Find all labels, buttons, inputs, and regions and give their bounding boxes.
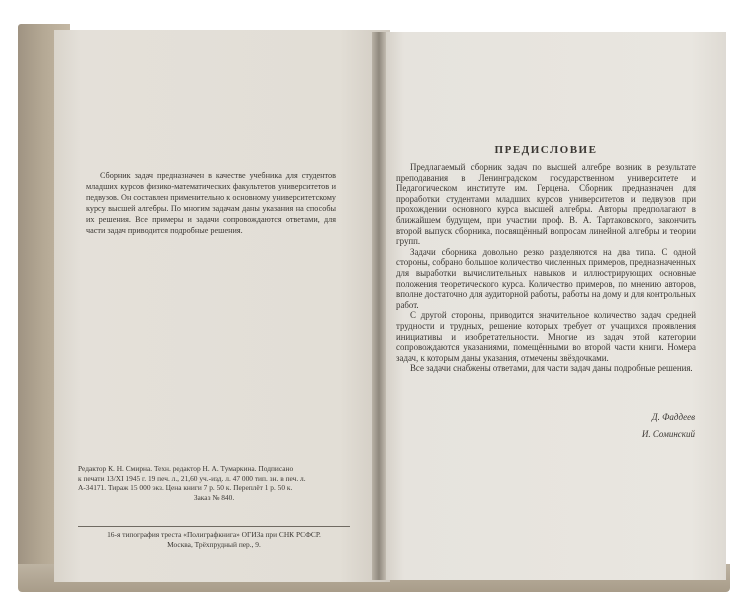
preface-paragraph: Все задачи снабжены ответами, для части задач даны подробные решения. <box>410 363 693 374</box>
imprint-line: Заказ № 840. <box>193 492 235 502</box>
preface-heading: ПРЕДИСЛОВИЕ <box>494 144 598 156</box>
signature-faddeev: Д. Фаддеев <box>651 412 695 422</box>
imprint-line: А-34171. Тираж 15 000 экз. Цена книги 7 р. 50 к. Переплёт 1 р. 50 к. <box>78 483 293 492</box>
preface-text <box>396 162 696 374</box>
printer-line: 16-я типография треста «Полиграфкнига» ОГИЗа при СНК РСФСР. <box>107 530 321 539</box>
preface-paragraph: Задачи сборника довольно резко разделяются на два типа. С одной стороны, собрано большое количество численных примеров, предназначенных для выработки вычислительных навыков и иллюстрирующих основные положения теоретического курса. Количество примеров, по мнению авторов, вполне достаточно для аудиторной работы, работы на дому и для контрольных работ. <box>396 246 696 310</box>
printer-line: Москва, Трёхпрудный пер., 9. <box>167 539 261 549</box>
preface-paragraph: Предлагаемый сборник задач по высшей алгебре возник в результате преподавания в Ленинградском государственном университете и Педагогическом институте им. Герцена. Сборник предназначен для проработки студентами младших курсов университетов и педвузов при прохождении основного курса высшей алгебры. Авторы предполагают в ближайшем будущем, при участии проф. В. А. Тартаковского, закончить второй выпуск сборника, посвящённый вопросам линейной алгебры и теории групп. <box>396 162 696 247</box>
book-gutter <box>372 32 386 580</box>
preface-paragraph: С другой стороны, приводится значительное количество задач средней трудности и трудных, решение которых требует от учащихся проявления инициативы и изобретательности. Многие из задач этой категории сопровождаются указаниями, помещёнными во второй части книги. Номера задач, к которым даны указания, отмечены звёздочками. <box>396 310 696 363</box>
signature-sominsky: И. Соминский <box>641 429 695 439</box>
imprint-line: Редактор К. Н. Смирна. Техн. редактор Н. А. Тумаркина. Подписано <box>78 464 294 473</box>
printer-block <box>78 530 350 549</box>
imprint-divider <box>78 526 350 527</box>
book-annotation: Сборник задач предназначен в качестве учебника для студентов младших курсов физико-математических факультетов университетов и педвузов. Он составлен применительно к основному университетскому курсу высшей алгебры. По многим задачам даны указания на способы их решения. Все примеры и задачи сопровождаются ответами, для части задач приводится подробные решения. <box>86 171 336 235</box>
imprint-block <box>78 464 350 502</box>
imprint-line: к печати 13/XI 1945 г. 19 печ. л., 21,60 уч.-изд. л. 47 000 тип. зн. в печ. л. <box>78 473 306 483</box>
